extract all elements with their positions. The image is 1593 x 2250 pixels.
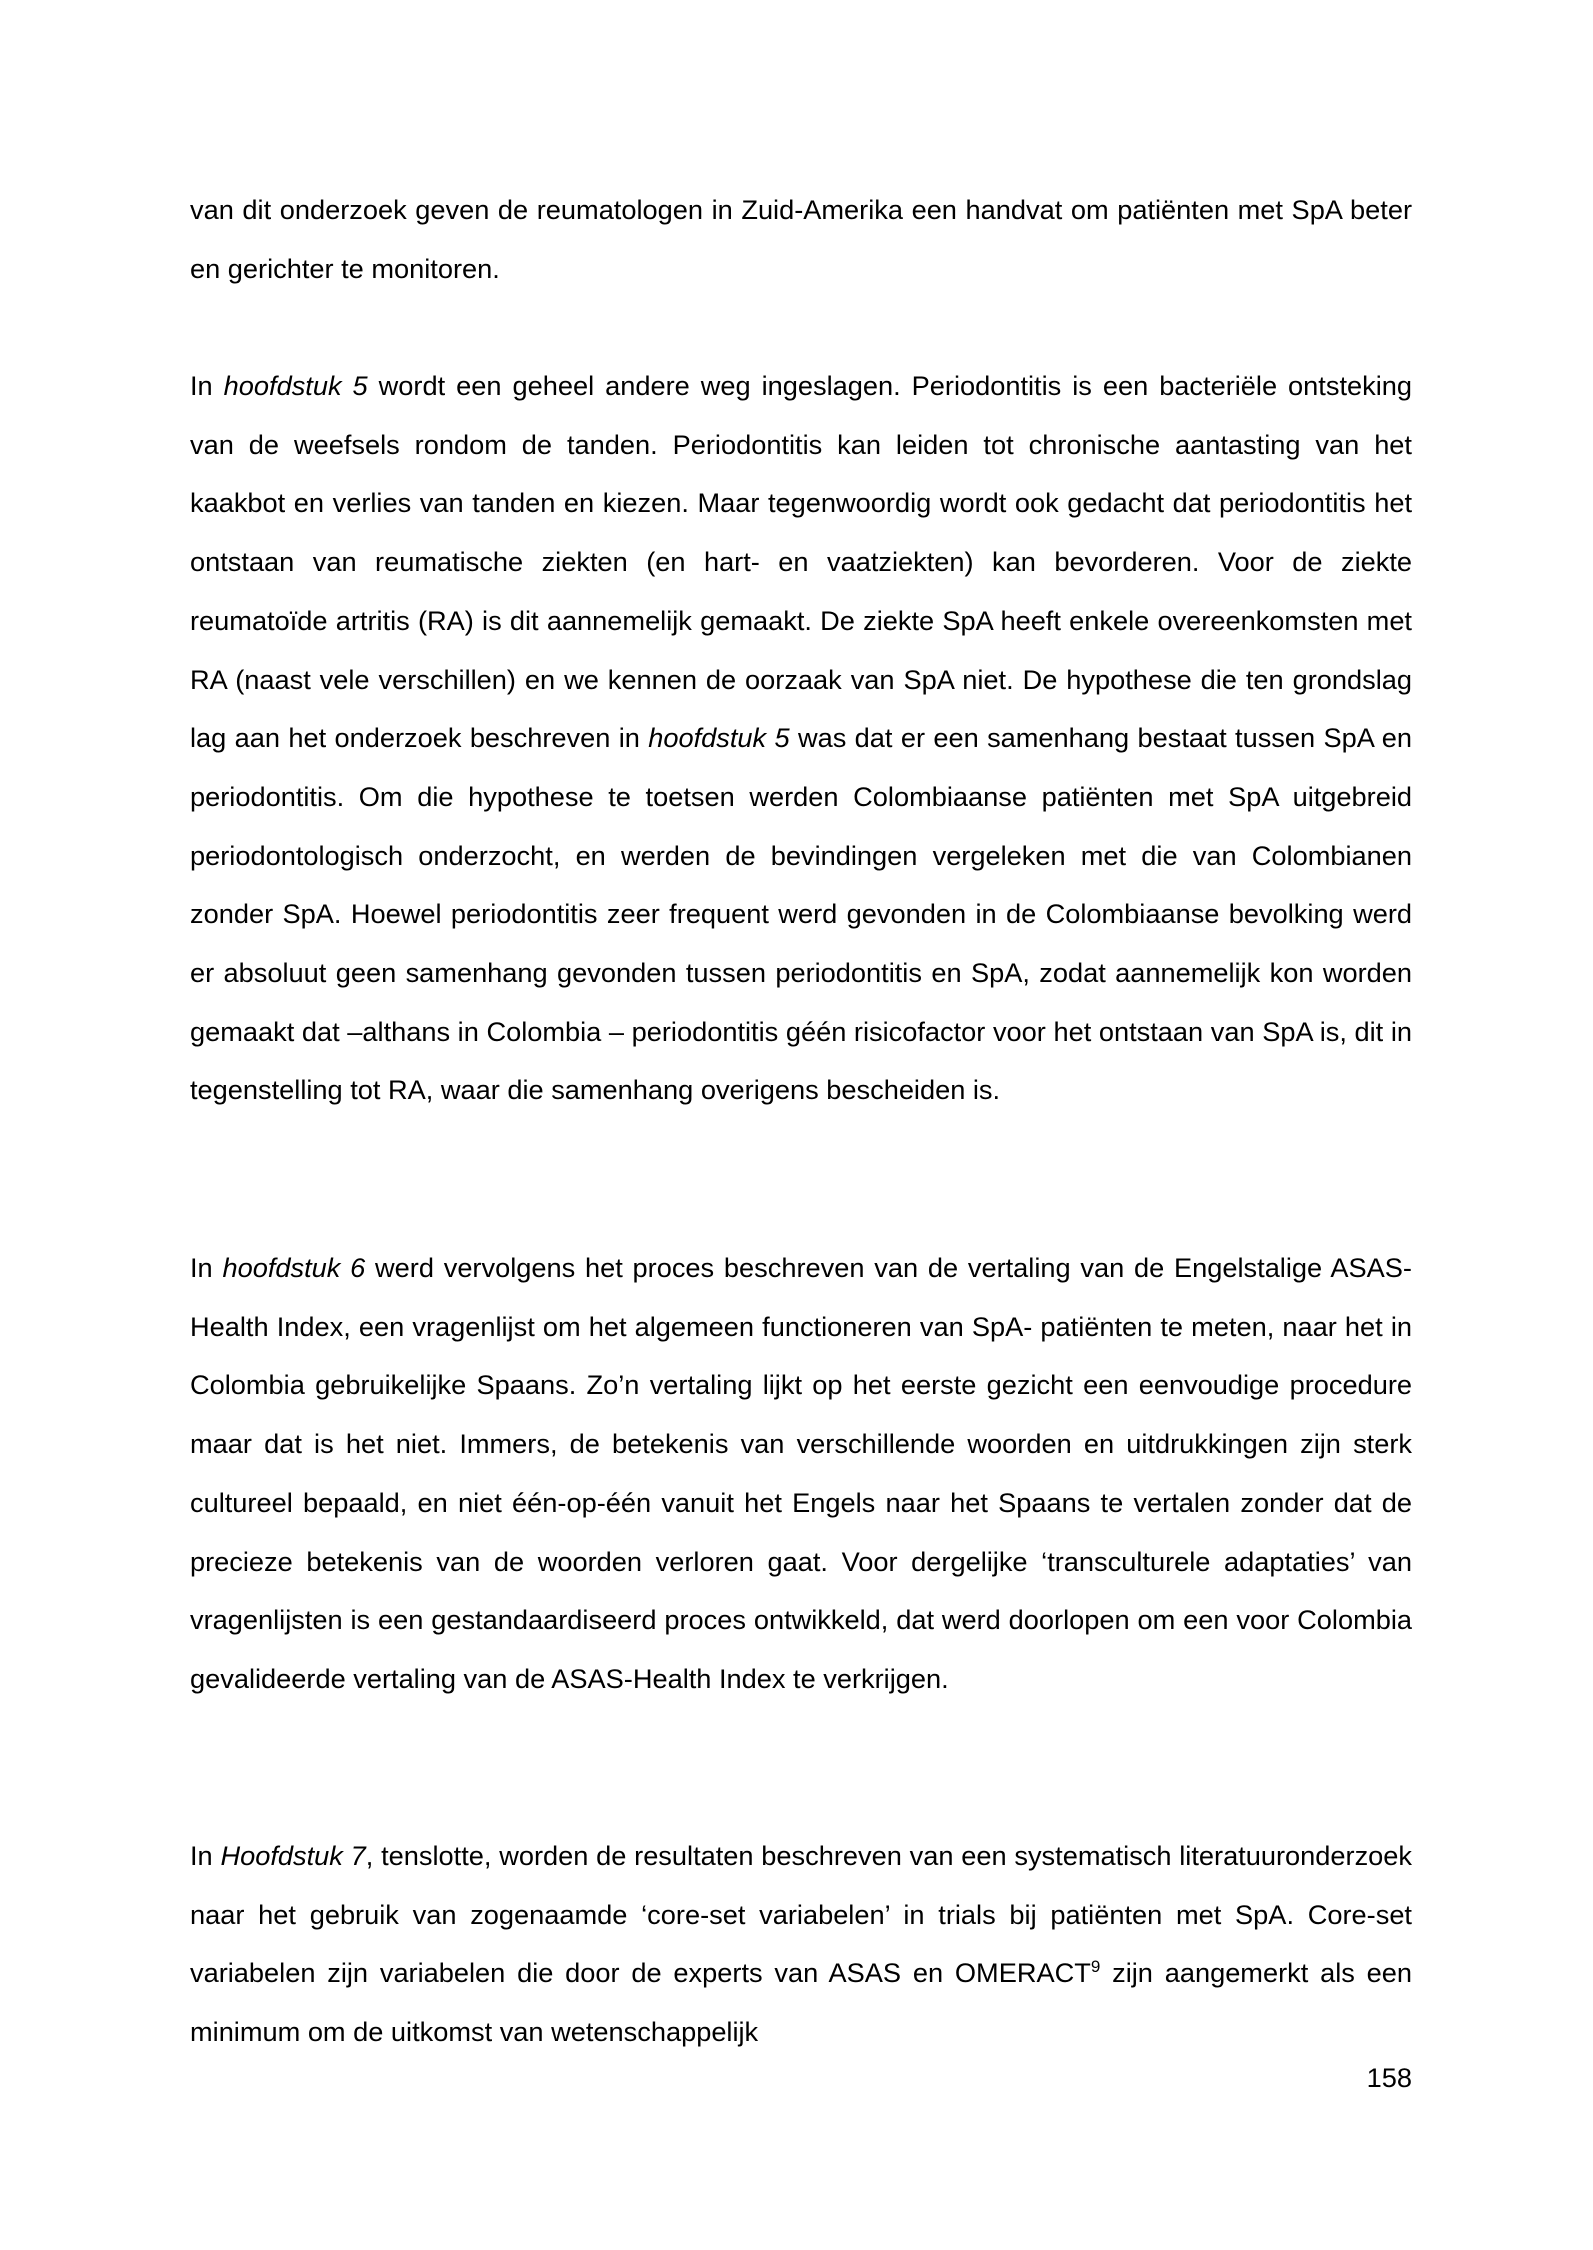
paragraph-1 [190,181,1412,298]
text-run: In [190,370,224,401]
paragraph-2 [190,357,1412,1120]
footnote-marker: 9 [1090,1957,1101,1977]
paragraph-4 [190,1827,1412,2062]
italic-reference: hoofdstuk 6 [222,1252,366,1283]
text-run: zijn aangemerkt als een minimum om de uitkomst van wetenschappelijk [190,1957,1412,2048]
text-run: , tenslotte, worden de resultaten beschreven van een systematisch literatuuronderzoek naar het gebruik van zogenaamde ‘core-set variabelen’ in trials bij patiënten met SpA. Core-set variabelen zijn variabelen die door de experts van ASAS en OMERACT [190,1840,1412,1989]
italic-reference: hoofdstuk 5 [648,722,790,754]
text-run: werd vervolgens het proces beschreven van de vertaling van de Engelstalige ASAS-Health Index, een vragenlijst om het algemeen functioneren van SpA- patiënten te meten, naar het in Colombia gebruikelijke Spaans. Zo’n vertaling lijkt op het eerste gezicht een eenvoudige procedure maar dat is het niet. Immers, de betekenis van verschillende woorden en uitdrukkingen zijn sterk cultureel bepaald, en niet één-op-één vanuit het Engels naar het Spaans te vertalen zonder dat de precieze betekenis van de woorden verloren gaat. Voor dergelijke ‘transculturele adaptaties’ van vragenlijsten is een gestandaardiseerd proces ontwikkeld, dat werd doorlopen om een voor Colombia gevalideerde vertaling van de ASAS-Health Index te verkrijgen. [190,1252,1412,1694]
italic-reference: Hoofdstuk 7 [220,1840,366,1871]
text-run: was dat er een samenhang bestaat tussen SpA en periodontitis. Om die hypothese te toetsen werden Colombiaanse patiënten met SpA uitgebreid periodontologisch onderzocht, en werden de bevindingen vergeleken met die van Colombianen zonder SpA. Hoewel periodontitis zeer frequent werd gevonden in de Colombiaanse bevolking werd er absoluut geen samenhang gevonden tussen periodontitis en SpA, zodat aannemelijk kon worden gemaakt dat –althans in Colombia – periodontitis géén risicofactor voor het ontstaan van SpA is, dit in tegenstelling tot RA, waar die samenhang overigens bescheiden is. [190,722,1412,1106]
text-run: In [190,1840,221,1871]
paragraph-3 [190,1239,1412,1709]
text-run: van dit onderzoek geven de reumatologen in Zuid-Amerika een handvat om patiënten met SpA beter en gerichter te monitoren. [190,194,1412,284]
italic-reference: hoofdstuk 5 [223,370,368,401]
page-number: 158 [1366,2062,1412,2093]
text-run: In [190,1252,223,1283]
text-run: wordt een geheel andere weg ingeslagen. Periodontitis is een bacteriële ontsteking van de weefsels rondom de tanden. Periodontitis kan leiden tot chronische aantasting van het kaakbot en verlies van tanden en kiezen. Maar tegenwoordig wordt ook gedacht dat periodontitis het ontstaan van reumatische ziekten (en hart- en vaatziekten) kan bevorderen. Voor de ziekte reumatoïde artritis (RA) is dit aannemelijk gemaakt. De ziekte SpA heeft enkele overeenkomsten met RA (naast vele verschillen) en we kennen de oorzaak van SpA niet. De hypothese die ten grondslag lag aan het onderzoek beschreven in [190,370,1412,754]
